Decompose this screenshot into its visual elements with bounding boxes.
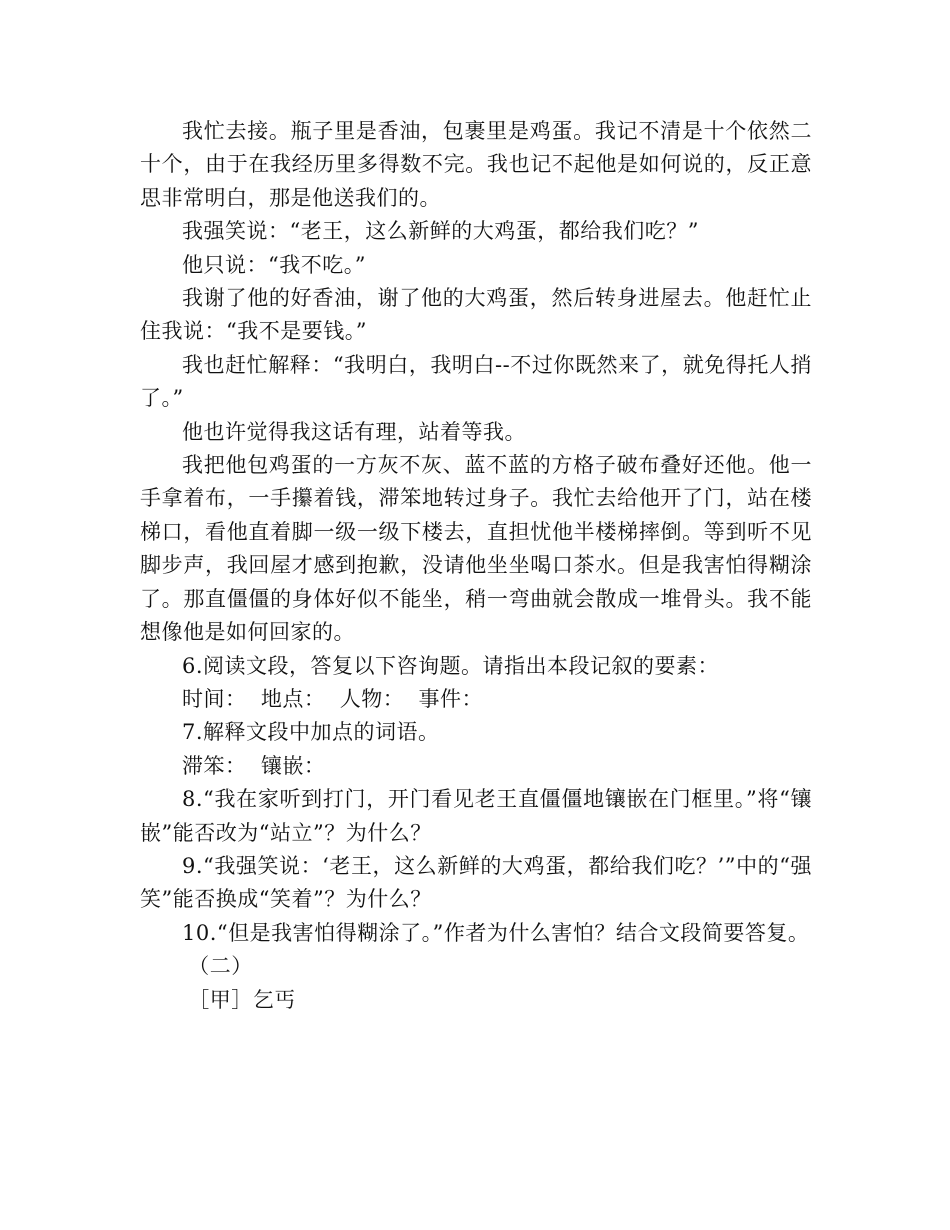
paragraph-receive-gift: 我忙去接。瓶子里是香油，包裹里是鸡蛋。我记不清是十个依然二十个，由于在我经历里多得数不完。我也记不起他是如何说的，反正意思非常明白，那是他送我们的。 <box>140 119 812 210</box>
section-number: （二） <box>188 954 253 979</box>
paragraph-waiting: 他也许觉得我这话有理，站着等我。 <box>182 419 526 444</box>
document-body <box>140 115 812 1017</box>
question-7-answer-prompts: 滞笨： 镶嵌： <box>182 753 326 778</box>
paragraph-forced-smile: 我强笑说：“老王，这么新鲜的大鸡蛋，都给我们吃？” <box>182 219 699 244</box>
question-8: 8.“我在家听到打门，开门看见老王直僵僵地镶嵌在门框里。”将“镶嵌”能否改为“站立”？为什么？ <box>140 787 812 845</box>
question-10: 10.“但是我害怕得糊涂了。”作者为什么害怕？结合文段简要答复。 <box>182 920 810 945</box>
question-7: 7.解释文段中加点的词语。 <box>182 720 440 745</box>
question-6-answer-prompts: 时间： 地点： 人物： 事件： <box>182 686 484 711</box>
paragraph-thanks: 我谢了他的好香油，谢了他的大鸡蛋，然后转身进屋去。他赶忙止住我说：“我不是要钱。” <box>140 286 812 344</box>
section-subtitle: ［甲］乞丐 <box>188 987 296 1012</box>
question-9: 9.“我强笑说：‘老王，这么新鲜的大鸡蛋，都给我们吃？’”中的“强笑”能否换成“笑着”？为什么？ <box>140 853 812 912</box>
paragraph-explain: 我也赶忙解释：“我明白，我明白--不过你既然来了，就免得托人捎了。” <box>140 352 812 411</box>
paragraph-leaving: 我把他包鸡蛋的一方灰不灰、蓝不蓝的方格子破布叠好还他。他一手拿着布，一手攥着钱，滞笨地转过身子。我忙去给他开了门，站在楼梯口，看他直着脚一级一级下楼去，直担忧他半楼梯摔倒。等到听不见脚步声，我回屋才感到抱歉，没请他坐坐喝口茶水。但是我害怕得糊涂了。那直僵僵的身体好似不能坐，稍一弯曲就会散成一堆骨头。我不能想像他是如何回家的。 <box>140 453 812 645</box>
question-6: 6.阅读文段，答复以下咨询题。请指出本段记叙的要素： <box>182 653 720 678</box>
paragraph-i-dont-eat: 他只说：“我不吃。” <box>182 252 366 277</box>
